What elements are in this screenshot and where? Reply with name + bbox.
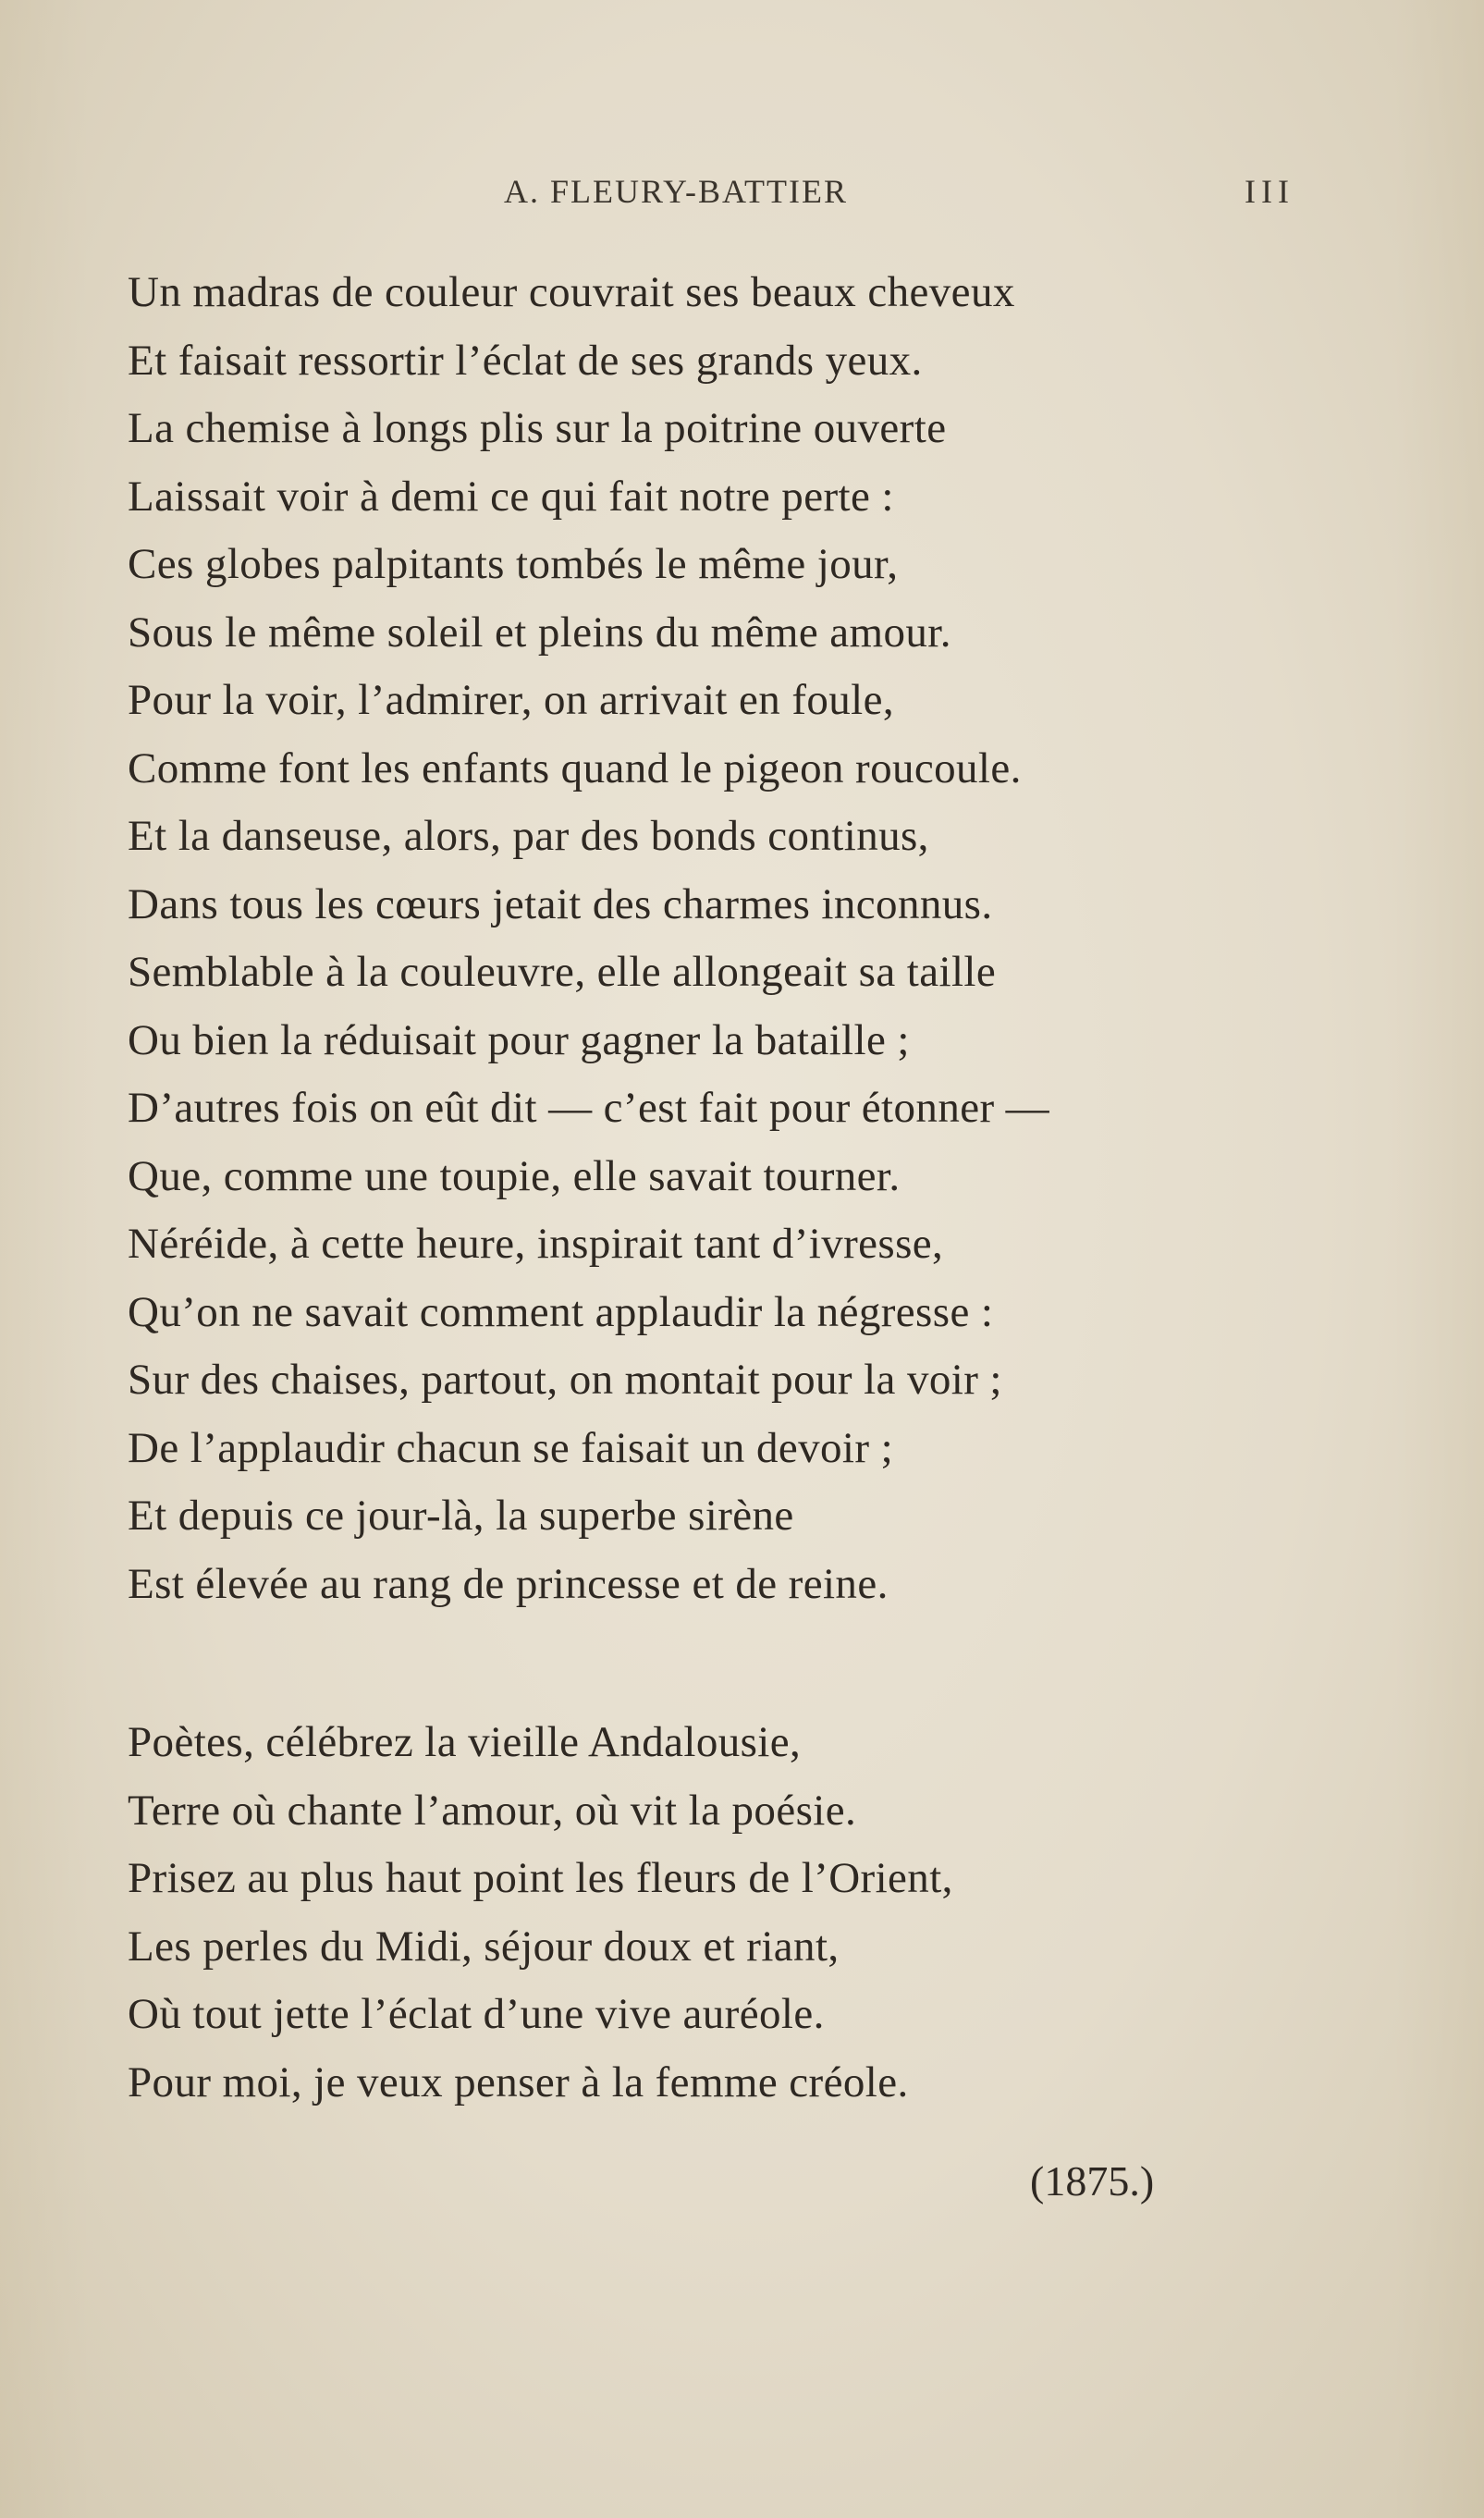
verse-line: De l’applaudir chacun se faisait un devoir ; [128,1423,894,1472]
verse-line: Pour moi, je veux penser à la femme créole. [128,2057,909,2107]
verse-line: D’autres fois on eût dit — c’est fait pour étonner — [128,1084,1050,1132]
verse-line: Et depuis ce jour-là, la superbe sirène [128,1492,794,1540]
verse-line: Dans tous les cœurs jetait des charmes inconnus. [128,879,993,928]
verse-line: Comme font les enfants quand le pigeon roucoule. [128,743,1022,792]
page-number: III [1245,173,1294,210]
verse-line: Sur des chaises, partout, on montait pour la voir ; [128,1356,1002,1404]
verse-line: Sous le même soleil et pleins du même amour. [128,608,951,657]
verse-line: Les perles du Midi, séjour doux et riant, [128,1922,840,1971]
stanza-2 [128,1709,1302,2117]
verse-line: Est élevée au rang de princesse et de reine. [128,1559,889,1608]
page-header [129,172,1294,218]
verse-line: Où tout jette l’éclat d’une vive auréole. [128,1990,825,2038]
running-head: A. FLEURY-BATTIER [504,173,849,210]
verse-line: Et faisait ressortir l’éclat de ses grands yeux. [128,336,923,385]
verse-line: Ces globes palpitants tombés le même jour, [128,540,899,588]
verse-line: Un madras de couleur couvrait ses beaux cheveux [128,268,1015,316]
verse-line: Ou bien la réduisait pour gagner la bataille ; [128,1015,910,1064]
verse-line: Laissait voir à demi ce qui fait notre perte : [128,472,894,521]
verse-line: Pour la voir, l’admirer, on arrivait en foule, [128,676,895,724]
verse-line: Prisez au plus haut point les fleurs de l’Orient, [128,1854,953,1902]
stanza-1 [128,259,1302,1618]
verse-line: Poètes, célébrez la vieille Andalousie, [128,1718,802,1766]
verse-line: Qu’on ne savait comment applaudir la négresse : [128,1287,994,1336]
poem-date: (1875.) [1030,2157,1155,2205]
verse-line: Terre où chante l’amour, où vit la poésie. [128,1786,857,1835]
verse-line: La chemise à longs plis sur la poitrine ouverte [128,404,947,452]
verse-line: Néréide, à cette heure, inspirait tant d’ivresse, [128,1220,944,1268]
verse-line: Que, comme une toupie, elle savait tourner. [128,1151,901,1200]
verse-line: Et la danseuse, alors, par des bonds continus, [128,812,929,860]
verse-line: Semblable à la couleuvre, elle allongeait sa taille [128,948,997,996]
